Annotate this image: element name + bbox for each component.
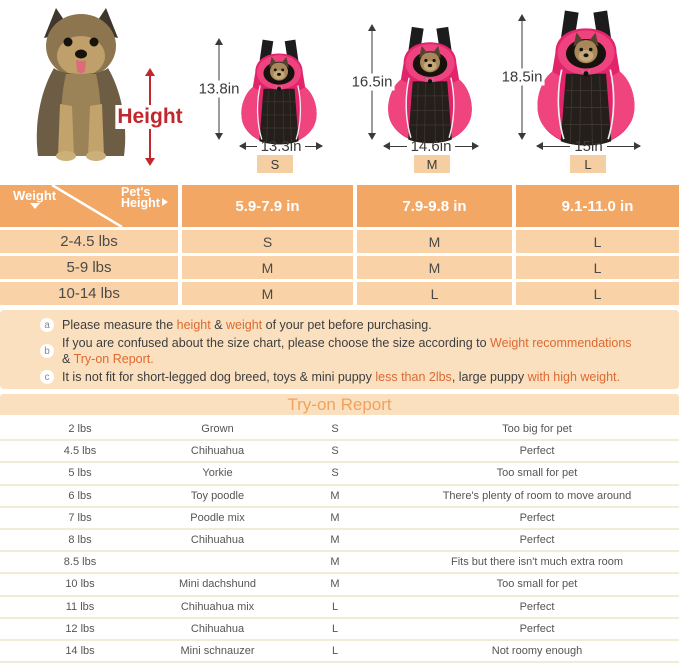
dog-height-arrow [117, 68, 183, 166]
tryon-comment-cell: Not roomy enough [395, 641, 679, 663]
size-chart-corner-cell [0, 185, 178, 227]
note-a [40, 317, 641, 333]
tryon-comment-cell: Perfect [395, 597, 679, 619]
arrow-down-icon [30, 203, 40, 209]
tryon-breed-cell: Grown [160, 419, 275, 441]
pack-s-height-value: 13.8in [198, 80, 240, 98]
recommended-size-cell: L [516, 230, 679, 253]
tryon-breed-cell: Chihuahua [160, 441, 275, 463]
tryon-weight-cell: 4.5 lbs [0, 441, 160, 463]
tryon-comment-cell: Too small for pet [395, 574, 679, 596]
note-c [40, 369, 641, 385]
product-measure-section [0, 0, 679, 185]
tryon-weight-cell: 11 lbs [0, 597, 160, 619]
arrow-right-icon [162, 198, 168, 206]
recommended-size-cell: L [516, 256, 679, 279]
tryon-breed-cell [160, 552, 275, 574]
weight-range-cell: 10-14 lbs [0, 282, 178, 305]
tryon-size-cell: S [275, 463, 395, 485]
tryon-size-cell: L [275, 597, 395, 619]
tryon-weight-cell: 14 lbs [0, 641, 160, 663]
tryon-weight-cell: 2 lbs [0, 419, 160, 441]
pack-l-height-value: 18.5in [501, 68, 543, 86]
recommended-size-cell: M [357, 256, 512, 279]
tryon-comment-cell: Too small for pet [395, 463, 679, 485]
corner-pet-height-label: Pet's Height [121, 185, 160, 210]
tryon-breed-cell: Mini schnauzer [160, 641, 275, 663]
tryon-size-cell: M [275, 574, 395, 596]
column-header-height-3: 9.1-11.0 in [516, 185, 679, 227]
dog-height-label: Height [117, 105, 183, 128]
pack-l-height-dimension [501, 14, 543, 140]
tryon-comment-cell: Too big for pet [395, 419, 679, 441]
tryon-breed-cell: Chihuahua [160, 619, 275, 641]
tryon-size-cell: S [275, 419, 395, 441]
notes-panel [0, 310, 679, 389]
tryon-size-cell: S [275, 441, 395, 463]
tryon-weight-cell: 6 lbs [0, 486, 160, 508]
backpack-photo-l [528, 8, 644, 148]
weight-range-cell: 5-9 lbs [0, 256, 178, 279]
tryon-breed-cell: Toy poodle [160, 486, 275, 508]
note-c-marker: c [40, 370, 54, 384]
tryon-breed-cell: Poodle mix [160, 508, 275, 530]
tryon-size-cell: M [275, 552, 395, 574]
size-chart-table [0, 185, 679, 305]
recommended-size-cell: M [182, 256, 353, 279]
tryon-weight-cell: 8.5 lbs [0, 552, 160, 574]
backpack-photo-m [380, 22, 480, 148]
note-b-text: If you are confused about the size chart, please choose the size according to Weight recommendations & Try-on Report. [62, 336, 632, 366]
tryon-report-title: Try-on Report [0, 394, 679, 417]
tryon-breed-cell: Yorkie [160, 463, 275, 485]
corner-weight-label: Weight [13, 188, 57, 203]
pack-s-width-dimension [240, 139, 322, 154]
recommended-size-cell: M [357, 230, 512, 253]
tryon-comment-cell: Perfect [395, 619, 679, 641]
note-a-marker: a [40, 318, 54, 332]
backpack-photo-s [234, 36, 324, 148]
column-header-height-2: 7.9-9.8 in [357, 185, 512, 227]
tryon-size-cell: L [275, 619, 395, 641]
tryon-comment-cell: Perfect [395, 530, 679, 552]
tryon-weight-cell: 5 lbs [0, 463, 160, 485]
note-b [40, 335, 641, 367]
pack-m-height-value: 16.5in [351, 73, 393, 91]
recommended-size-cell: S [182, 230, 353, 253]
note-b-marker: b [40, 344, 54, 358]
tryon-breed-cell: Chihuahua [160, 530, 275, 552]
column-header-height-1: 5.9-7.9 in [182, 185, 353, 227]
pack-l-width-dimension [537, 139, 640, 154]
tryon-size-cell: L [275, 641, 395, 663]
pack-s-width-value: 13.3in [260, 138, 302, 155]
recommended-size-cell: L [516, 282, 679, 305]
pack-m-width-dimension [384, 139, 478, 154]
tryon-size-cell: M [275, 508, 395, 530]
tryon-weight-cell: 10 lbs [0, 574, 160, 596]
pack-m-width-value: 14.6in [410, 138, 452, 155]
weight-range-cell: 2-4.5 lbs [0, 230, 178, 253]
tryon-comment-cell: There's plenty of room to move around [395, 486, 679, 508]
tryon-report-table [0, 419, 679, 663]
tryon-weight-cell: 8 lbs [0, 530, 160, 552]
recommended-size-cell: M [182, 282, 353, 305]
tryon-comment-cell: Perfect [395, 508, 679, 530]
tryon-size-cell: M [275, 486, 395, 508]
recommended-size-cell: L [357, 282, 512, 305]
size-badge-l: L [570, 155, 606, 173]
tryon-comment-cell: Fits but there isn't much extra room [395, 552, 679, 574]
pack-s-height-dimension [198, 38, 240, 140]
size-badge-s: S [257, 155, 293, 173]
size-badge-m: M [414, 155, 450, 173]
tryon-breed-cell: Mini dachshund [160, 574, 275, 596]
tryon-weight-cell: 7 lbs [0, 508, 160, 530]
note-c-text: It is not fit for short-legged dog breed, toys & mini puppy less than 2lbs, large puppy with high weight. [62, 370, 620, 384]
note-a-text: Please measure the height & weight of your pet before purchasing. [62, 318, 432, 332]
tryon-comment-cell: Perfect [395, 441, 679, 463]
dog-photo [16, 4, 146, 174]
tryon-breed-cell: Chihuahua mix [160, 597, 275, 619]
tryon-size-cell: M [275, 530, 395, 552]
pack-m-height-dimension [351, 24, 393, 140]
tryon-weight-cell: 12 lbs [0, 619, 160, 641]
pack-l-width-value: 15in [574, 138, 603, 155]
